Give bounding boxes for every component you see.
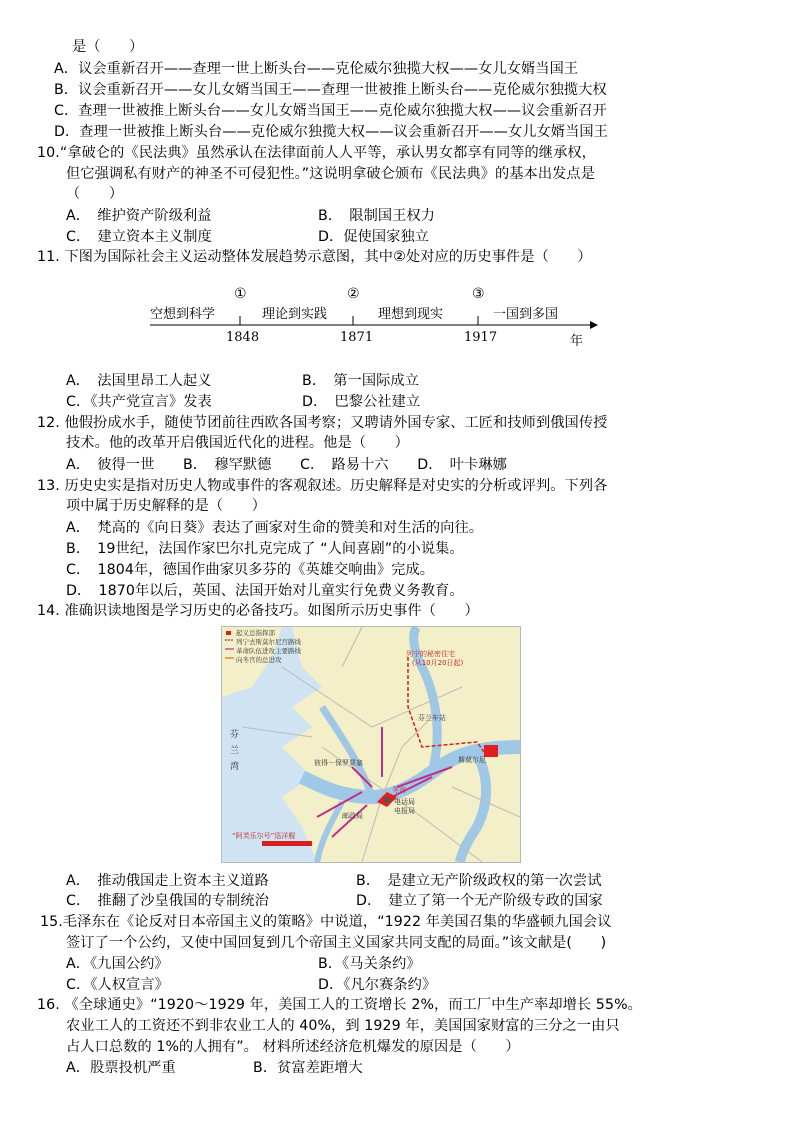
q13-option-c: C． 1804年，德国作曲家贝多芬的《英雄交响曲》完成。 — [66, 562, 435, 578]
q11-option-c: C．《共产党宣言》发表 — [66, 394, 212, 410]
q11-option-a: A． 法国里昂工人起义 — [66, 373, 212, 389]
q16-stem-2: 农业工人的工资还不到非农业工人的 40%，到 1929 年，美国国家财富的三分之一由只 — [66, 1018, 620, 1034]
map-label-gulf-1: 芬 — [230, 730, 240, 740]
q16-option-b: B．贫富差距增大 — [253, 1060, 363, 1076]
legend-attack-route: 革命队伍进攻主要路线 — [236, 647, 301, 655]
q15-option-a: A．《九国公约》 — [66, 956, 169, 972]
timeline-label-2: 理论到实践 — [262, 307, 328, 322]
q14-option-c: C． 推翻了沙皇俄国的专制统治 — [66, 893, 269, 909]
q11-option-d: D． 巴黎公社建立 — [302, 394, 421, 410]
petrograd-map — [221, 626, 521, 863]
q11-stem: 11. 下图为国际社会主义运动整体发展趋势示意图，其中②处对应的历史事件是（ ） — [37, 249, 592, 265]
timeline-marker-1: ① — [234, 286, 247, 302]
legend-lenin-route: 列宁去斯莫尔尼宫路线 — [236, 638, 301, 646]
map-label-telegraph-office: 电报局 — [394, 807, 415, 815]
q12-stem-1: 12. 他假扮成水手，随使节团前往西欧各国考察；又聘请外国专家、工匠和技师到俄国传授 — [37, 415, 608, 431]
timeline-year-1848: 1848 — [226, 330, 260, 345]
map-label-gulf-3: 湾 — [230, 762, 240, 772]
timeline-label-1: 空想到科学 — [150, 307, 216, 322]
q15-stem-2: 签订了一个公约，又使中国回复到几个帝国主义国家共同支配的局面。”该文献是( ) — [66, 935, 607, 951]
q16-option-a: A．股票投机严重 — [66, 1060, 176, 1076]
q9-option-c: C．查理一世被推上断头台——女儿女婿当国王——克伦威尔独揽大权——议会重新召开 — [54, 103, 607, 119]
q11-option-b: B． 第一国际成立 — [302, 373, 420, 389]
q15-option-b: B．《马关条约》 — [318, 956, 421, 972]
q10-stem-1: 10.“拿破仑的《民法典》虽然承认在法律面前人人平等，承认男女都享有同等的继承权， — [37, 145, 596, 161]
q9-option-b: B．议会重新召开——女儿女婿当国王——查理一世被推上断头台——克伦威尔独揽大权 — [54, 82, 607, 98]
timeline-year-1871: 1871 — [340, 330, 374, 345]
q10-stem-2: 但它强调私有财产的神圣不可侵犯性。”这说明拿破仑颁布《民法典》的基本出发点是 — [66, 166, 595, 182]
map-label-smolny: 斯莫尔尼 — [458, 756, 486, 764]
map-label-telephone-office: 电话局 — [394, 798, 415, 806]
timeline-diagram — [150, 286, 600, 349]
q9-option-d: D．查理一世被推上断头台——克伦威尔独揽大权——议会重新召开——女儿女婿当国王 — [54, 124, 608, 140]
q12-stem-2: 技术。他的改革开启俄国近代化的进程。他是（ ） — [66, 435, 409, 451]
map-label-lenin-residence: 列宁的秘密住宅 — [406, 650, 455, 658]
timeline-marker-2: ② — [347, 286, 360, 302]
legend-hq: 起义总指挥部 — [236, 629, 275, 637]
map-label-post-office: 邮政局 — [342, 812, 363, 820]
q10-stem-3: （ ） — [66, 186, 124, 202]
q13-option-d: D． 1870年以后，英国、法国开始对儿童实行免费义务教育。 — [66, 583, 464, 599]
q14-option-a: A． 推动俄国走上资本主义道路 — [66, 873, 269, 889]
q15-option-d: D．《凡尔赛条约》 — [318, 977, 437, 993]
q13-option-a: A． 梵高的《向日葵》表达了画家对生命的赞美和对生活的向往。 — [66, 520, 484, 536]
map-label-aurora-cruiser: “阿芙乐尔号”巡洋舰 — [232, 832, 296, 840]
q10-option-b: B． 限制国王权力 — [318, 208, 436, 224]
q9-option-a: A．议会重新召开——查理一世上断头台——克伦威尔独揽大权——女儿女婿当国王 — [54, 61, 579, 77]
q13-option-b: B． 19世纪，法国作家巴尔扎克完成了 “人间喜剧”的小说集。 — [66, 541, 464, 557]
q15-option-c: C．《人权宣言》 — [66, 977, 169, 993]
map-label-peter-paul-fortress: 彼得－保罗要塞 — [314, 759, 363, 767]
timeline-marker-3: ③ — [472, 286, 485, 302]
q14-option-d: D． 建立了第一个无产阶级专政的国家 — [356, 893, 603, 909]
timeline-label-4: 一国到多国 — [493, 307, 559, 322]
q15-stem-1: 15.毛泽东在《论反对日本帝国主义的策略》中说道，“1922 年美国召集的华盛顿九国会议 — [40, 914, 612, 930]
map-legend — [224, 629, 301, 665]
timeline-unit: 年 — [570, 334, 584, 349]
map-label-gulf-2: 兰 — [230, 746, 240, 756]
q13-stem-1: 13. 历史史实是指对历史人物或事件的客观叙述。历史解释是对史实的分析或评判。下列各 — [37, 478, 608, 494]
q9-tail: 是（ ） — [72, 39, 144, 55]
q14-stem: 14. 准确识读地图是学习历史的必备技巧。如图所示历史事件（ ） — [37, 603, 479, 619]
map-label-date: (从10月20日起) — [412, 659, 464, 667]
q10-option-d: D．促使国家独立 — [318, 229, 430, 245]
legend-winter-palace-assault: 向冬宫的总进攻 — [236, 656, 282, 664]
timeline-label-3: 理想到现实 — [378, 307, 444, 322]
q10-option-c: C． 建立资本主义制度 — [66, 229, 212, 245]
q14-option-b: B． 是建立无产阶级政权的第一次尝试 — [356, 873, 602, 889]
q10-option-a: A． 维护资产阶级利益 — [66, 208, 212, 224]
q12-options: A． 彼得一世 B． 穆罕默德 C． 路易十六 D． 叶卡琳娜 — [66, 457, 507, 473]
q16-stem-3: 占人口总数的 1%的人拥有”。 材料所述经济危机爆发的原因是（ ） — [66, 1039, 520, 1055]
map-label-finland-station: 芬兰车站 — [418, 714, 446, 722]
q13-stem-2: 项中属于历史解释的是（ ） — [66, 498, 267, 514]
timeline-year-1917: 1917 — [464, 330, 498, 345]
map-label-winter-palace: 冬宫 — [392, 786, 406, 794]
q16-stem-1: 16. 《全球通史》“1920～1929 年，美国工人的工资增长 2%，而工厂中生产率却增长 55%。 — [37, 997, 642, 1013]
